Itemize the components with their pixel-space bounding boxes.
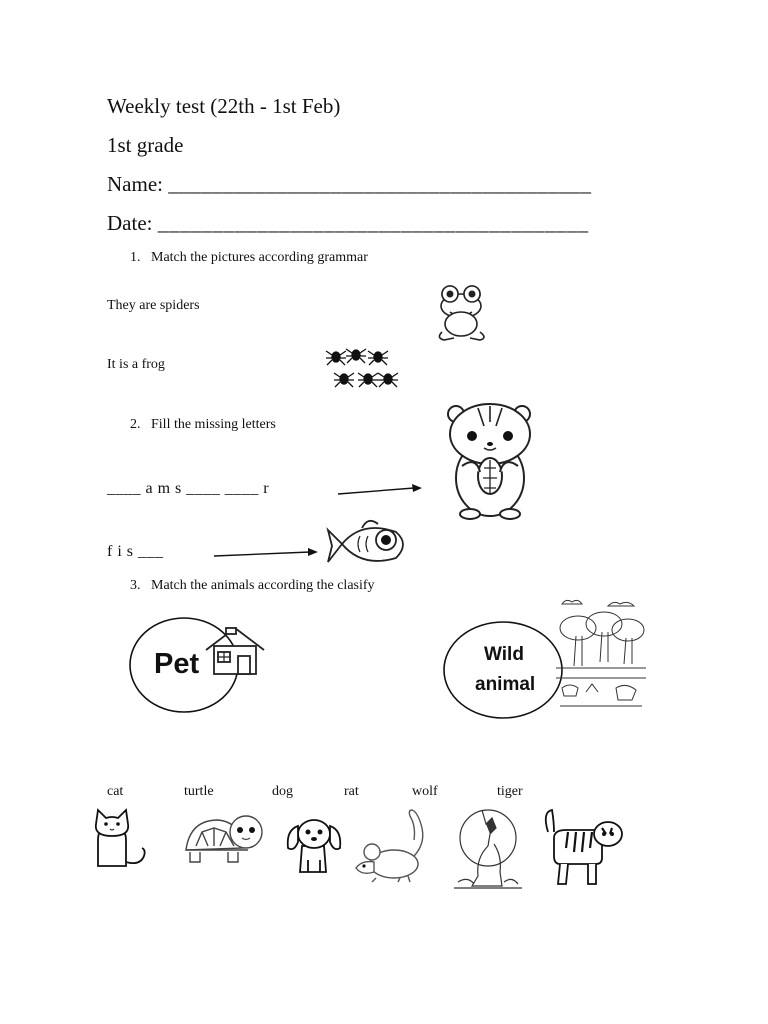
question-1-instruction: Match the pictures according grammar bbox=[151, 250, 368, 265]
pet-label: Pet bbox=[154, 648, 200, 680]
name-label: Name: bbox=[107, 172, 163, 196]
wild-animal-circle bbox=[442, 620, 564, 722]
name-line: _______________________________________ bbox=[168, 172, 592, 196]
animal-label-tiger: tiger bbox=[497, 784, 523, 799]
question-2: 2. Fill the missing letters bbox=[130, 417, 276, 432]
question-3: 3. Match the animals according the clasify bbox=[130, 578, 375, 593]
word-hamster: ____ a m s ____ ____ r bbox=[107, 480, 270, 497]
spiders-icon bbox=[326, 345, 396, 393]
question-3-instruction: Match the animals according the clasify bbox=[151, 578, 375, 593]
animal-label-turtle: turtle bbox=[184, 784, 214, 799]
animal-label-rat: rat bbox=[344, 784, 359, 799]
question-1: 1. Match the pictures according grammar bbox=[130, 250, 368, 265]
hamster-icon bbox=[440, 398, 540, 524]
forest-icon bbox=[556, 596, 646, 712]
arrow-icon bbox=[212, 546, 322, 560]
wolf-icon bbox=[448, 806, 526, 892]
date-line: _______________________________________ bbox=[157, 211, 589, 235]
question-2-instruction: Fill the missing letters bbox=[151, 417, 276, 432]
date-row bbox=[107, 211, 589, 236]
fish-icon bbox=[326, 516, 410, 574]
animal-label-wolf: wolf bbox=[412, 784, 438, 799]
animal-label-dog: dog bbox=[272, 784, 293, 799]
animal-label: animal bbox=[475, 674, 536, 695]
sentence-spiders: They are spiders bbox=[107, 298, 200, 313]
sentence-frog: It is a frog bbox=[107, 357, 165, 372]
rat-icon bbox=[352, 806, 436, 884]
turtle-icon bbox=[182, 810, 266, 870]
page-title: Weekly test (22th - 1st Feb) bbox=[107, 94, 341, 118]
tiger-icon bbox=[540, 808, 624, 888]
date-label: Date: bbox=[107, 211, 153, 235]
house-icon bbox=[202, 624, 268, 676]
dog-icon bbox=[282, 812, 348, 878]
arrow-icon bbox=[336, 482, 426, 498]
wild-label: Wild bbox=[484, 644, 524, 665]
cat-icon bbox=[88, 808, 152, 872]
frog-icon bbox=[432, 282, 494, 344]
word-fish: f i s ___ bbox=[107, 543, 164, 560]
animal-label-cat: cat bbox=[107, 784, 124, 799]
name-row bbox=[107, 172, 591, 197]
grade-label: 1st grade bbox=[107, 133, 184, 157]
